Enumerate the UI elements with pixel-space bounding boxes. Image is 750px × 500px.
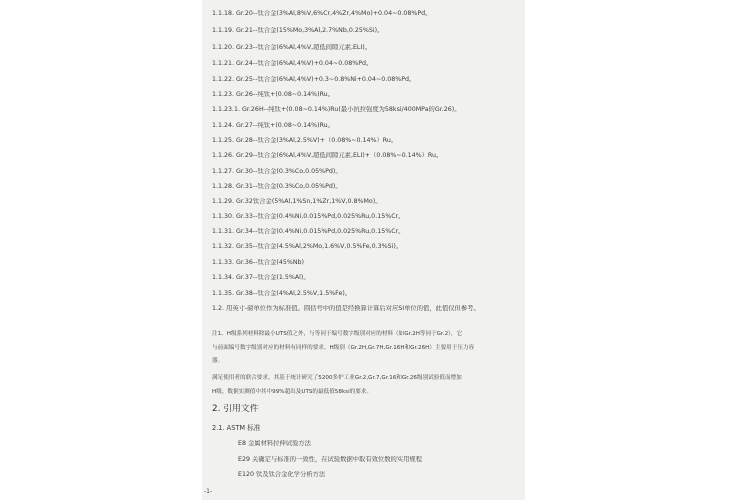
section-title: 2. 引用文件 [212, 404, 259, 414]
clause-1-1-35: 1.1.35. Gr.38--钛合金(4%Al,2.5%V,1.5%Fe)。 [212, 290, 352, 297]
clause-1-1-26: 1.1.26. Gr.29--钛合金(6%Al,4%V,超低间隙元素,ELI)+（0.08%~0.14%）Ru。 [212, 152, 443, 159]
page-number: -1- [204, 488, 213, 495]
standard-e120: E120 钛及钛合金化学分析方法 [238, 471, 326, 478]
standard-e29: E29 关确定与标准的一致性，在试验数据中取有效位数的实用规程 [238, 456, 423, 463]
clause-1-1-30: 1.1.30. Gr.33--钛合金(0.4%Ni,0.015%Pd,0.025%Ru,0.15%Cr。 [212, 213, 405, 220]
note-line-3: 器。 [212, 358, 224, 364]
note-line-5: H级。数据实测值中其中99%超出及UTS的最低值58ksi的要求。 [212, 389, 372, 395]
clause-1-1-27: 1.1.27. Gr.30--钛合金(0.3%Co,0.05%Pd)。 [212, 168, 342, 175]
clause-1-1-31: 1.1.31. Gr.34--钛合金(0.4%Ni,0.015%Pd,0.025%Ru,0.15%Cr。 [212, 228, 405, 235]
note-line-4: 满足使用者的联合要求，其基于统计研究了5200多炉工业Gr.2,Gr.7,Gr.16和Gr.26级别试验值而增加 [212, 375, 462, 381]
subsection-title: 2.1. ASTM 标准 [212, 424, 261, 432]
clause-1-2: 1.2. 用英寸-磅单位作为标准值。圆括号中的值是经换算计算后对应SI单位的值，此值仅但参考。 [212, 305, 480, 312]
clause-1-1-20: 1.1.20. Gr.23--钛合金(6%Al,4%V,超低间隙元素,ELI)。 [212, 44, 372, 51]
note-line-1: 注1、H级系列材料除最小UTS值之外，与等同于编号数字级别对应的材料（如Gr.2H等同于Gr.2），它 [212, 331, 463, 337]
clause-1-1-23-1: 1.1.23.1. Gr.26H--纯钛+(0.08~0.14%)Ru(最小抗拉强度为58ksi/400MPa的Gr.26)。 [212, 106, 461, 113]
clause-1-1-19: 1.1.19. Gr.21--钛合金(15%Mo,3%Al,2.7%Nb,0.25%Si)。 [212, 27, 384, 34]
note-line-2: 与前面编号数字级别对应的材料有同样的要求。H级别（Gr.2H,Gr.7H,Gr.16H和Gr.26H）主要用于压力容 [212, 345, 475, 351]
clause-1-1-23: 1.1.23. Gr.26--纯钛+(0.08~0.14%)Ru。 [212, 91, 334, 98]
clause-1-1-34: 1.1.34. Gr.37--钛合金(1.5%Al)。 [212, 274, 310, 281]
clause-1-1-18: 1.1.18. Gr.20--钛合金(3%Al,8%V,6%Cr,4%Zr,4%Mo)+0.04~0.08%Pd。 [212, 10, 432, 17]
clause-1-1-25: 1.1.25. Gr.28--钛合金(3%Al,2.5%V)+（0.08%~0.14%）Ru。 [212, 137, 398, 144]
standard-e8: E8 金属材料拉伸试验方法 [238, 440, 311, 447]
clause-1-1-29: 1.1.29. Gr.32钛合金(5%Al,1%Sn,1%Zr,1%V,0.8%Mo)。 [212, 198, 382, 205]
clause-1-1-21: 1.1.21. Gr.24--钛合金(6%Al,4%V)+0.04~0.08%Pd。 [212, 60, 373, 67]
clause-1-1-22: 1.1.22. Gr.25--钛合金(6%Al,4%V)+0.3~0.8%Ni+0.04~0.08%Pd。 [212, 76, 416, 83]
clause-1-1-24: 1.1.24. Gr.27--纯钛+(0.08~0.14%)Ru。 [212, 122, 334, 129]
clause-1-1-32: 1.1.32. Gr.35--钛合金(4.5%Al,2%Mo,1.6%V,0.5%Fe,0.3%Si)。 [212, 243, 403, 250]
document-page [202, 0, 525, 500]
clause-1-1-28: 1.1.28. Gr.31--钛合金(0.3%Co,0.05%Pd)。 [212, 183, 342, 190]
clause-1-1-33: 1.1.33. Gr.36--钛合金(45%Nb) [212, 259, 304, 266]
